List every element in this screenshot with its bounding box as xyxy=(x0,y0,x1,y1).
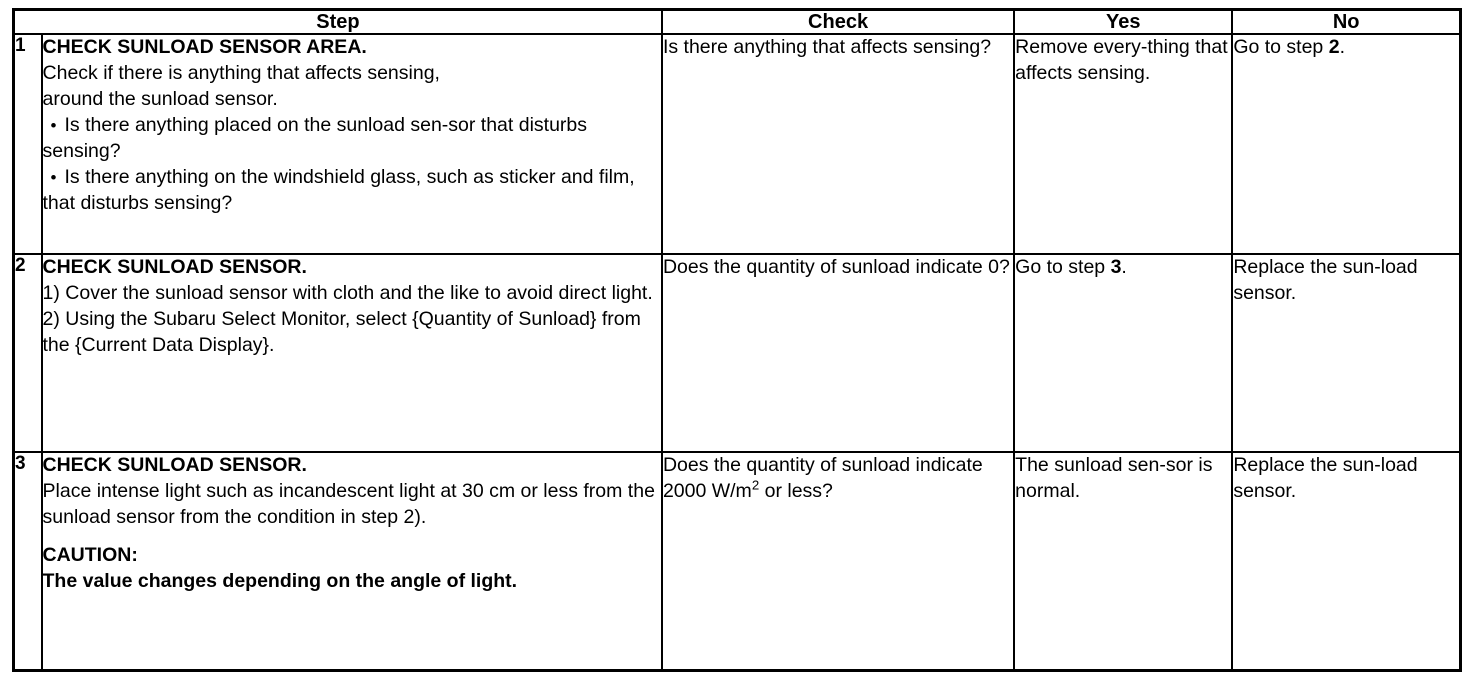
yes-action: Remove every-thing that affects sensing. xyxy=(1014,34,1232,254)
no-action xyxy=(1232,34,1460,254)
step-number: 2 xyxy=(14,254,42,452)
step-number: 1 xyxy=(14,34,42,254)
check-text-post: or less? xyxy=(759,479,833,502)
check-text-pre: Does the quantity of sunload indicate 2000 W/m xyxy=(662,454,983,502)
step-line: Place intense light such as incandescent light at 30 cm or less from the sunload sensor from the condition in step 2). xyxy=(42,479,655,528)
table-row xyxy=(14,452,1461,671)
step-description xyxy=(42,34,662,254)
yes-action-step-ref: 3 xyxy=(1110,256,1122,278)
column-header-step: Step xyxy=(14,10,662,35)
yes-action: The sunload sen-sor is normal. xyxy=(1014,452,1232,671)
check-description: Is there anything that affects sensing? xyxy=(662,34,1014,254)
table-header xyxy=(14,10,1461,35)
step-description xyxy=(42,254,662,452)
no-action-step-ref: 2 xyxy=(1328,36,1340,58)
table-row xyxy=(14,34,1461,254)
step-item: 1) Cover the sunload sensor with cloth and the like to avoid direct light. xyxy=(42,281,653,304)
step-line: Check if there is anything that affects sensing, xyxy=(42,61,440,84)
step-title: CHECK SUNLOAD SENSOR AREA. xyxy=(42,36,367,58)
column-header-no: No xyxy=(1232,10,1460,35)
check-description xyxy=(662,452,1014,671)
step-line: around the sunload sensor. xyxy=(42,87,278,110)
caution-label: CAUTION: xyxy=(42,543,138,566)
table-row xyxy=(14,254,1461,452)
step-number: 3 xyxy=(14,452,42,671)
check-description: Does the quantity of sunload indicate 0? xyxy=(662,254,1014,452)
no-action-suffix: . xyxy=(1339,36,1345,58)
step-item: 2) Using the Subaru Select Monitor, select {Quantity of Sunload} from the {Current Data Display}. xyxy=(42,307,641,356)
step-bullet: • Is there anything placed on the sunload sen-sor that disturbs sensing? xyxy=(43,113,661,165)
no-action: Replace the sun-load sensor. xyxy=(1232,452,1460,671)
no-action-prefix: Go to step xyxy=(1233,36,1329,58)
troubleshooting-table xyxy=(12,8,1462,672)
yes-action xyxy=(1014,254,1232,452)
column-header-check: Check xyxy=(662,10,1014,35)
step-bullet: • Is there anything on the windshield glass, such as sticker and film, that disturbs sensing? xyxy=(43,165,661,217)
no-action: Replace the sun-load sensor. xyxy=(1232,254,1460,452)
table-body xyxy=(14,34,1461,671)
step-description xyxy=(42,452,662,671)
yes-action-suffix: . xyxy=(1121,256,1127,278)
check-exponent: 2 xyxy=(751,477,760,493)
step-title: CHECK SUNLOAD SENSOR. xyxy=(42,454,307,476)
header-row xyxy=(14,10,1461,35)
step-title: CHECK SUNLOAD SENSOR. xyxy=(42,256,307,278)
column-header-yes: Yes xyxy=(1014,10,1232,35)
yes-action-prefix: Go to step xyxy=(1015,256,1111,278)
caution-text: The value changes depending on the angle of light. xyxy=(42,569,518,592)
